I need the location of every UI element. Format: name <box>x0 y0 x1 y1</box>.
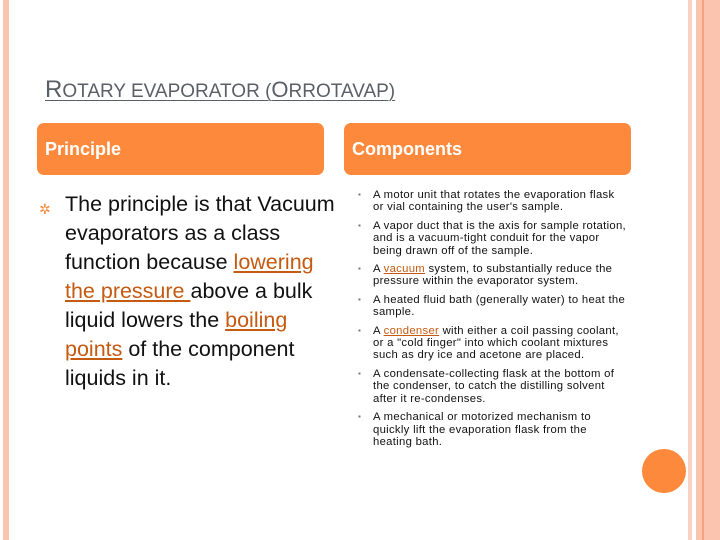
bullet-icon: ▪ <box>358 325 362 335</box>
list-item: ▪ A mechanical or motorized mechanism to quickly lift the evaporation flask from the heating bath. <box>358 411 591 448</box>
list-item: ▪ A condenser with either a coil passing coolant, or a "cold finger" into which coolant mixtures such as dry ice and acetone are placed. <box>358 324 619 362</box>
bullet-icon: ▪ <box>358 294 362 304</box>
left-border-stripe <box>3 0 9 540</box>
link-boiling-points[interactable]: boiling points <box>65 308 288 361</box>
list-item: ▪ A motor unit that rotates the evaporation flask or vial containing the user's sample. <box>358 189 615 214</box>
right-border-stripe <box>688 0 692 540</box>
components-list <box>358 189 628 454</box>
principle-text: ✲ The principle is that Vacuum evaporators as a class function because lowering the pressure above a bulk liquid lowers the boiling points of the component liquids in it. <box>39 192 335 390</box>
bullet-icon: ✲ <box>39 201 51 217</box>
link-condenser[interactable]: condenser <box>383 324 440 337</box>
link-vacuum[interactable]: vacuum <box>383 263 426 276</box>
list-item: ▪ A vapor duct that is the axis for sample rotation, and is a vacuum-tight conduit for the vapor being drawn off of the sample. <box>358 219 626 257</box>
components-header: Components <box>344 123 631 175</box>
bullet-icon: ▪ <box>358 412 362 422</box>
bullet-icon: ▪ <box>358 368 362 378</box>
principle-header: Principle <box>37 123 324 175</box>
link-lowering-pressure[interactable]: lowering the pressure <box>65 250 314 303</box>
list-item: ▪ A vacuum system, to substantially reduce the pressure within the evaporator system. <box>358 263 613 288</box>
list-item: ▪ A condensate-collecting flask at the bottom of the condenser, to catch the distilling solvent after it re-condenses. <box>358 367 615 405</box>
bullet-icon: ▪ <box>358 264 362 274</box>
bullet-icon: ▪ <box>358 220 362 230</box>
right-border-stripe <box>704 0 720 540</box>
list-item: ▪ A heated fluid bath (generally water) to heat the sample. <box>358 293 626 319</box>
decorative-circle <box>642 449 686 493</box>
slide-title: ROTARY EVAPORATOR (ORROTAVAP) <box>45 76 396 103</box>
bullet-icon: ▪ <box>358 190 362 199</box>
